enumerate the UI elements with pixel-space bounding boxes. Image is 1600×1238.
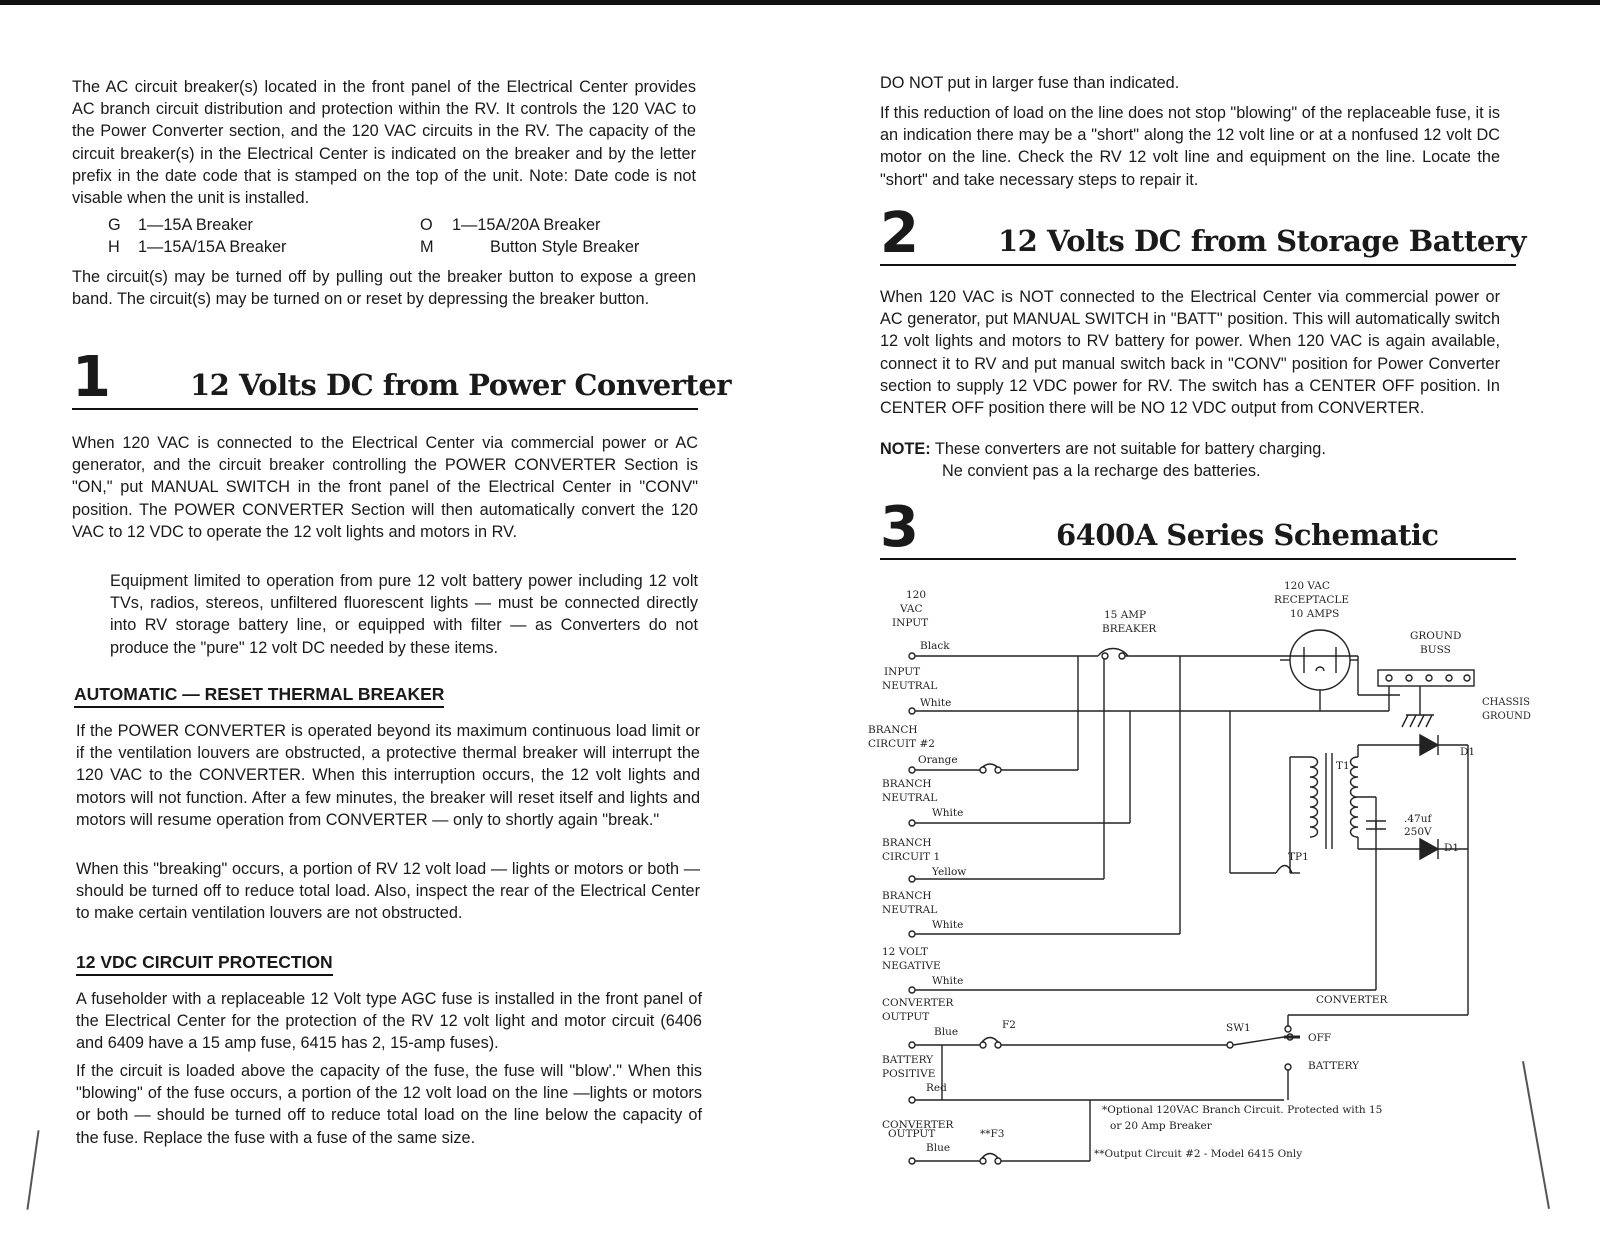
- label-switch-converter: CONVERTER: [1316, 994, 1388, 1006]
- label-battery-positive: POSITIVE: [882, 1068, 936, 1080]
- section-title: 6400A Series Schematic: [1056, 518, 1439, 552]
- left-page: [72, 0, 732, 1238]
- label-12v-negative: 12 VOLT: [882, 946, 928, 958]
- section-2-heading: [880, 200, 1526, 266]
- label-branch-neutral-2: NEUTRAL: [882, 904, 938, 916]
- wire-blue: Blue: [934, 1026, 959, 1038]
- label-receptacle: RECEPTACLE: [1274, 594, 1350, 606]
- label-input-neutral: INPUT: [884, 666, 921, 678]
- label-switch-battery: BATTERY: [1308, 1060, 1360, 1072]
- wire-white: White: [920, 697, 952, 709]
- section-title: 12 Volts DC from Power Converter: [190, 368, 732, 402]
- schematic-diagram: [868, 580, 1531, 1185]
- breaking-paragraph: When this "breaking" occurs, a portion of RV 12 volt load — lights or motors or both — should be turned off to reduce total load. Also, inspect the rear of the Electrical Center to make certain ventilation louvers are not obstructed.: [76, 860, 700, 923]
- label-branch-1: BRANCH: [882, 837, 932, 849]
- footnote-optional-branch: or 20 Amp Breaker: [1110, 1120, 1212, 1132]
- label-input-neutral: NEUTRAL: [882, 680, 938, 692]
- label-battery-positive: BATTERY: [882, 1054, 934, 1066]
- section-number: 2: [880, 201, 919, 266]
- thermal-breaker-heading: AUTOMATIC — RESET THERMAL BREAKER: [74, 684, 444, 708]
- label-15amp: 15 AMP: [1104, 609, 1147, 621]
- label-branch-2: BRANCH: [868, 724, 918, 736]
- battery-note: [880, 438, 1500, 460]
- code-letter: H: [108, 238, 120, 256]
- wire-white: White: [932, 807, 964, 819]
- fuse-blow-paragraph: If the circuit is loaded above the capacity of the fuse, the fuse will "blow'." When this "blowing" of the fuse occurs, a portion of the 12 volt load on the line —lights or motors or both — should be turned off to reduce total load on the line below the capacity of the fuse. Replace the fuse with a fuse of the same size.: [76, 1062, 702, 1147]
- label-switch-off: OFF: [1308, 1032, 1332, 1044]
- label-120: 120: [906, 589, 927, 601]
- note-french: Ne convient pas a la recharge des batteries.: [942, 462, 1261, 480]
- label-capacitor: .47uf: [1404, 813, 1432, 825]
- label-f3: **F3: [980, 1128, 1005, 1140]
- code-desc: Button Style Breaker: [490, 238, 640, 256]
- label-12v-negative: NEGATIVE: [882, 960, 941, 972]
- wire-white: White: [932, 975, 964, 987]
- label-branch-neutral: BRANCH: [882, 778, 932, 790]
- label-converter-output: CONVERTER: [882, 997, 954, 1009]
- label-chassis-ground: GROUND: [1482, 711, 1531, 722]
- code-desc: 1—15A/15A Breaker: [138, 238, 287, 256]
- section-number: 1: [72, 345, 111, 410]
- section-1-equipment-note: Equipment limited to operation from pure 12 volt battery power including 12 volt TVs, radios, stereos, unfiltered fluorescent lights — must be connected directly into RV storage battery line, or equipped with filter — as Converters do not produce the "pure" 12 volt DC needed by these items.: [110, 572, 698, 657]
- label-branch-1: CIRCUIT 1: [882, 851, 941, 863]
- label-branch-neutral-2: BRANCH: [882, 890, 932, 902]
- footnote-output-circuit: **Output Circuit #2 - Model 6415 Only: [1094, 1148, 1303, 1160]
- section-1-paragraph: When 120 VAC is connected to the Electrical Center via commercial power or AC generator, and the circuit breaker controlling the POWER CONVERTER Section is "ON," put MANUAL SWITCH in the front panel of the Electrical Center in "CONV" position. The POWER CONVERTER Section will then automatically convert the 120 VAC to 12 VDC to operate the 12 volt lights and motors in RV.: [72, 434, 698, 541]
- circuit-protection-heading: 12 VDC CIRCUIT PROTECTION: [76, 952, 333, 976]
- label-ground-buss: BUSS: [1420, 644, 1451, 656]
- code-desc: 1—15A/20A Breaker: [452, 216, 601, 234]
- section-title: 12 Volts DC from Storage Battery: [998, 224, 1526, 258]
- fuse-warning: DO NOT put in larger fuse than indicated.: [880, 74, 1180, 92]
- label-branch-2: CIRCUIT #2: [868, 738, 935, 750]
- label-f2: F2: [1002, 1019, 1016, 1031]
- label-capacitor: 250V: [1404, 826, 1432, 838]
- label-input: INPUT: [892, 617, 929, 629]
- code-letter: G: [108, 216, 121, 234]
- label-vac: VAC: [900, 603, 923, 615]
- label-d1: D1: [1444, 842, 1460, 854]
- page-edge-left: [26, 1130, 39, 1209]
- label-sw1: SW1: [1226, 1022, 1251, 1034]
- code-letter: M: [420, 238, 434, 256]
- wire-white: White: [932, 919, 964, 931]
- label-d1: D1: [1460, 746, 1476, 758]
- label-branch-neutral: NEUTRAL: [882, 792, 938, 804]
- label-chassis-ground: CHASSIS: [1482, 697, 1530, 708]
- wire-black: Black: [920, 640, 950, 652]
- section-2-paragraph: When 120 VAC is NOT connected to the Electrical Center via commercial power or AC generator, put MANUAL SWITCH in "BATT" position. This will automatically switch 12 volt lights and motors to RV battery for power. When 120 VAC is again available, connect it to RV and put manual switch back in "CONV" position for Power Converter section to supply 12 VDC power for RV. The switch has a CENTER OFF position. In CENTER OFF position there will be NO 12 VDC output from CONVERTER.: [880, 288, 1500, 418]
- wire-orange: Orange: [918, 754, 958, 766]
- label-ground-buss: GROUND: [1410, 630, 1462, 642]
- label-t1: T1: [1336, 760, 1350, 772]
- wire-yellow: Yellow: [932, 866, 967, 878]
- page-edge-right: [1522, 1061, 1550, 1209]
- label-receptacle: 10 AMPS: [1290, 608, 1340, 620]
- section-number: 3: [880, 495, 919, 560]
- fuseholder-paragraph: A fuseholder with a replaceable 12 Volt type AGC fuse is installed in the front panel of the Electrical Center for the protection of the RV 12 volt light and motor circuit (6406 and 6409 have a 15 amp fuse, 6415 has 2, 15-amp fuses).: [76, 990, 702, 1053]
- code-letter: O: [420, 216, 433, 234]
- thermal-breaker-paragraph: If the POWER CONVERTER is operated beyond its maximum continuous load limit or if the ventilation louvers are obstructed, a protective thermal breaker will interrupt the 120 VAC to the CONVERTER. When this interruption occurs, the 12 volt lights and motors will not function. After a few minutes, the breaker will reset itself and lights and motors will resume operation from CONVERTER — only to shortly again "break.": [76, 722, 700, 829]
- turn-off-paragraph: The circuit(s) may be turned off by pulling out the breaker button to expose a green band. The circuit(s) may be turned on or reset by depressing the breaker button.: [72, 268, 696, 309]
- label-converter-output-2: CONVERTER: [882, 1119, 954, 1131]
- footnote-optional-branch: *Optional 120VAC Branch Circuit. Protected with 15: [1102, 1104, 1383, 1116]
- intro-paragraph: The AC circuit breaker(s) located in the front panel of the Electrical Center provides AC branch circuit distribution and protection within the RV. It controls the 120 VAC to the Power Converter section, and the 120 VAC circuits in the RV. The capacity of the circuit breaker(s) in the Electrical Center is indicated on the breaker and by the letter prefix in the date code that is stamped on the top of the unit. Note: Date code is not visable when the unit is installed.: [72, 78, 696, 208]
- note-text: These converters are not suitable for battery charging.: [934, 440, 1326, 458]
- label-breaker: BREAKER: [1102, 623, 1157, 635]
- note-label: NOTE:: [880, 440, 931, 458]
- section-1-heading: [72, 344, 732, 410]
- label-converter-output-2: OUTPUT: [888, 1128, 936, 1140]
- wire-red: Red: [926, 1082, 947, 1094]
- label-tp1: TP1: [1288, 851, 1309, 863]
- code-desc: 1—15A Breaker: [138, 216, 253, 234]
- label-receptacle: 120 VAC: [1284, 580, 1330, 592]
- section-3-heading: [880, 494, 1516, 560]
- label-converter-output: OUTPUT: [882, 1011, 930, 1023]
- short-paragraph: If this reduction of load on the line does not stop "blowing" of the replaceable fuse, it is an indication there may be a "short" along the 12 volt line or at a nonfused 12 volt DC motor on the line. Check the RV 12 volt line and equipment on the line. Locate the "short" and take necessary steps to repair it.: [880, 104, 1500, 189]
- wire-blue: Blue: [926, 1142, 951, 1154]
